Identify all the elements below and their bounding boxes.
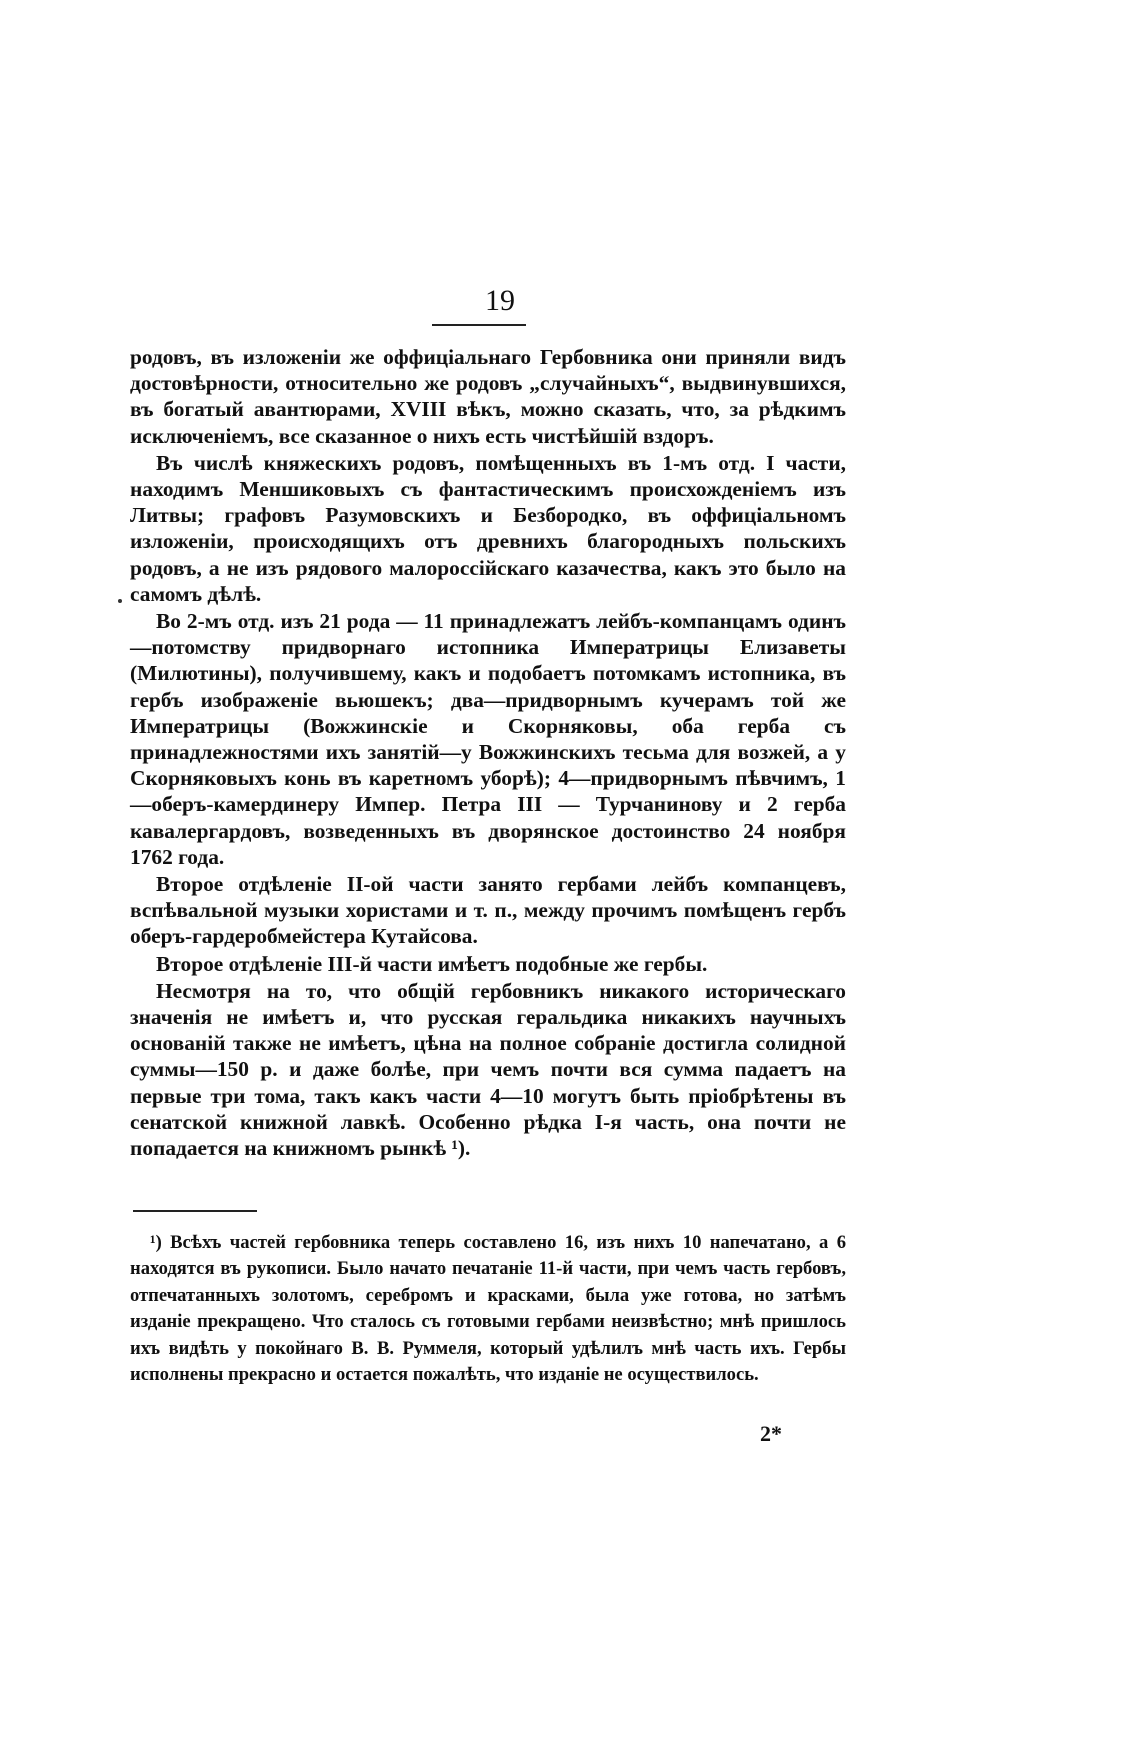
paragraph-1: родовъ, въ изложеніи же оффиціальнаго Гербовника они приняли видъ достовѣрности, относительно же родовъ „случайныхъ“, выдвинувшихся, въ богатый авантюрами, XVIII вѣкъ, можно сказать, что, за рѣдкимъ исключеніемъ, все сказанное о нихъ есть чистѣйшій вздоръ.: [130, 345, 846, 448]
footnote-1: ¹) Всѣхъ частей гербовника теперь составлено 16, изъ нихъ 10 напечатано, а 6 находятся въ рукописи. Было начато печатаніе 11-й части, при чемъ часть гербовъ, отпечатанныхъ золотомъ, серебромъ и красками, была уже готова, но затѣмъ изданіе прекращено. Что сталось съ готовыми гербами неизвѣстно; мнѣ пришлось ихъ видѣть у покойнаго В. В. Руммеля, который удѣлилъ мнѣ часть ихъ. Гербы исполнены прекрасно и остается пожалѣть, что изданіе не осуществилось.: [130, 1232, 846, 1386]
paragraph-5: Второе отдѣленіе III-й части имѣетъ подобные же гербы.: [156, 951, 708, 976]
print-speck: [118, 599, 122, 603]
page-number: 19: [485, 284, 515, 317]
paragraph-4: Второе отдѣленіе II-ой части занято гербами лейбъ компанцевъ, вспѣвальной музыки хористами и т. п., между прочимъ помѣщенъ гербъ оберъ-гардеробмейстера Кутайсова.: [130, 872, 846, 949]
paragraph-3: Во 2-мъ отд. изъ 21 рода — 11 принадлежатъ лейбъ-компанцамъ одинъ—потомству придворнаго истопника Императрицы Елизаветы (Милютины), получившему, какъ и подобаетъ потомкамъ истопника, въ гербъ изображеніе вьюшекъ; два—придворнымъ кучерамъ той же Императрицы (Вожжинскіе и Скорняковы, оба герба съ принадлежностями ихъ занятій—у Вожжинскихъ тесьма для возжей, а у Скорняковыхъ конь въ каретномъ уборѣ); 4—придворнымъ пѣвчимъ, 1—оберъ-камердинеру Импер. Петра III — Турчанинову и 2 герба кавалергардовъ, возведенныхъ въ дворянское достоинство 24 ноября 1762 года.: [130, 609, 846, 869]
paragraph-6: Несмотря на то, что общій гербовникъ никакого историческаго значенія не имѣетъ и, что русская геральдика никакихъ научныхъ основаній также не имѣетъ, цѣна на полное собраніе достигла солидной суммы—150 р. и даже болѣе, при чемъ почти вся сумма падаетъ на первые три тома, такъ какъ части 4—10 могутъ быть пріобрѣтены въ сенатской книжной лавкѣ. Особенно рѣдка I-я часть, она почти не попадается на книжномъ рынкѣ ¹).: [130, 978, 846, 1161]
main-text: [130, 344, 846, 1161]
footnote-rule: [133, 1210, 257, 1212]
paragraph-2: Въ числѣ княжескихъ родовъ, помѣщенныхъ въ 1-мъ отд. I части, находимъ Меншиковыхъ съ фантастическимъ происхожденіемъ изъ Литвы; графовъ Разумовскихъ и Безбородко, въ оффиціальномъ изложеніи, происходящихъ отъ древнихъ благородныхъ польскихъ родовъ, а не изъ рядового малороссійскаго казачества, какъ это было на самомъ дѣлѣ.: [130, 450, 846, 606]
signature-mark: 2*: [760, 1421, 782, 1446]
footnotes: [130, 1230, 846, 1388]
page-number-rule: [432, 324, 526, 326]
